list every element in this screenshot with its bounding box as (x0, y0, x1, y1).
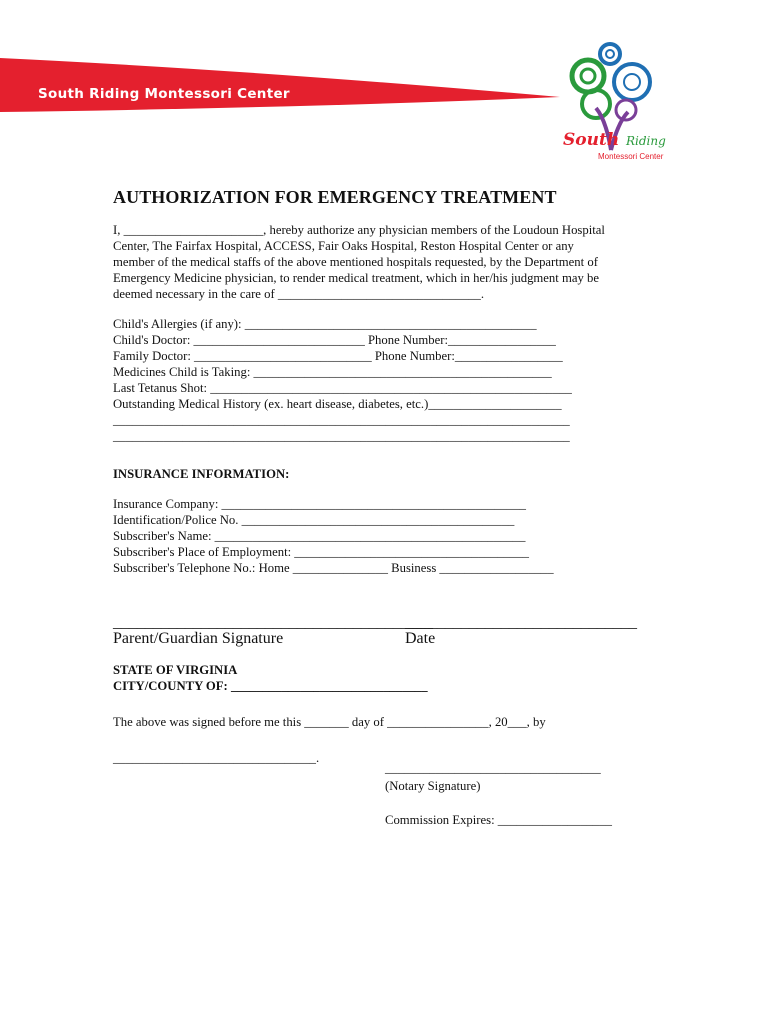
auth-para-line: member of the medical staffs of the above mentioned hospitals requested, by the Department of (113, 255, 598, 269)
form-title: AUTHORIZATION FOR EMERGENCY TREATMENT (113, 187, 557, 207)
auth-para-line[interactable]: I, ______________________, hereby authorize any physician members of the Loudoun Hospital (113, 223, 605, 237)
parent-signature-label: Parent/Guardian Signature (113, 630, 284, 647)
date-label: Date (405, 630, 436, 647)
signature-labels (113, 630, 673, 646)
logo-word-riding: Riding (626, 134, 666, 148)
subscriber-name-field[interactable]: Subscriber's Name: _________________________________________________ (113, 529, 526, 543)
parent-signature-line[interactable]: ________________________________________ (113, 614, 433, 631)
logo-subtitle: Montessori Center (598, 152, 664, 161)
auth-para-line: Center, The Fairfax Hospital, ACCESS, Fair Oaks Hospital, Reston Hospital Center or any (113, 239, 574, 253)
logo-word-south: South (563, 130, 620, 150)
telephone-field[interactable]: Subscriber's Telephone No.: Home _______________ Business __________________ (113, 561, 554, 575)
family-doctor-field[interactable]: Family Doctor: ____________________________ Phone Number:_________________ (113, 349, 563, 363)
notary-signature-label: (Notary Signature) (385, 779, 481, 793)
auth-para-line: Emergency Medicine physician, to render medical treatment, which in her/his judgment may be (113, 271, 599, 285)
date-line[interactable]: _____________________________ (405, 614, 637, 631)
medical-history-line[interactable]: ________________________________________________________________________ (113, 413, 570, 427)
identification-field[interactable]: Identification/Police No. ___________________________________________ (113, 513, 515, 527)
banner-title: South Riding Montessori Center (38, 86, 290, 102)
header-banner (0, 50, 560, 120)
medical-history-field[interactable]: Outstanding Medical History (ex. heart disease, diabetes, etc.)_____________________ (113, 397, 562, 411)
insurance-heading: INSURANCE INFORMATION: (113, 467, 290, 481)
form-body (113, 187, 673, 856)
employment-field[interactable]: Subscriber's Place of Employment: _____________________________________ (113, 545, 530, 559)
notary-signature-line[interactable]: __________________________________ (385, 761, 601, 775)
signature-lines (113, 614, 673, 630)
child-doctor-field[interactable]: Child's Doctor: ___________________________ Phone Number:_________________ (113, 333, 556, 347)
auth-para-line[interactable]: deemed necessary in the care of ________________________________. (113, 287, 485, 301)
medical-history-line[interactable]: ________________________________________________________________________ (113, 429, 570, 443)
signed-before-line[interactable]: The above was signed before me this _______ day of ________________, 20___, by (113, 715, 546, 729)
signed-by-line[interactable]: ________________________________. (113, 751, 320, 765)
child-allergies-field[interactable]: Child's Allergies (if any): ______________________________________________ (113, 317, 537, 331)
state-label: STATE OF VIRGINIA (113, 663, 238, 677)
commission-expires-field[interactable]: Commission Expires: __________________ (385, 813, 612, 827)
tetanus-field[interactable]: Last Tetanus Shot: _________________________________________________________ (113, 381, 572, 395)
county-field[interactable]: CITY/COUNTY OF: _______________________________ (113, 679, 428, 693)
insurance-company-field[interactable]: Insurance Company: ________________________________________________ (113, 497, 527, 511)
medicines-field[interactable]: Medicines Child is Taking: _______________________________________________ (113, 365, 552, 379)
